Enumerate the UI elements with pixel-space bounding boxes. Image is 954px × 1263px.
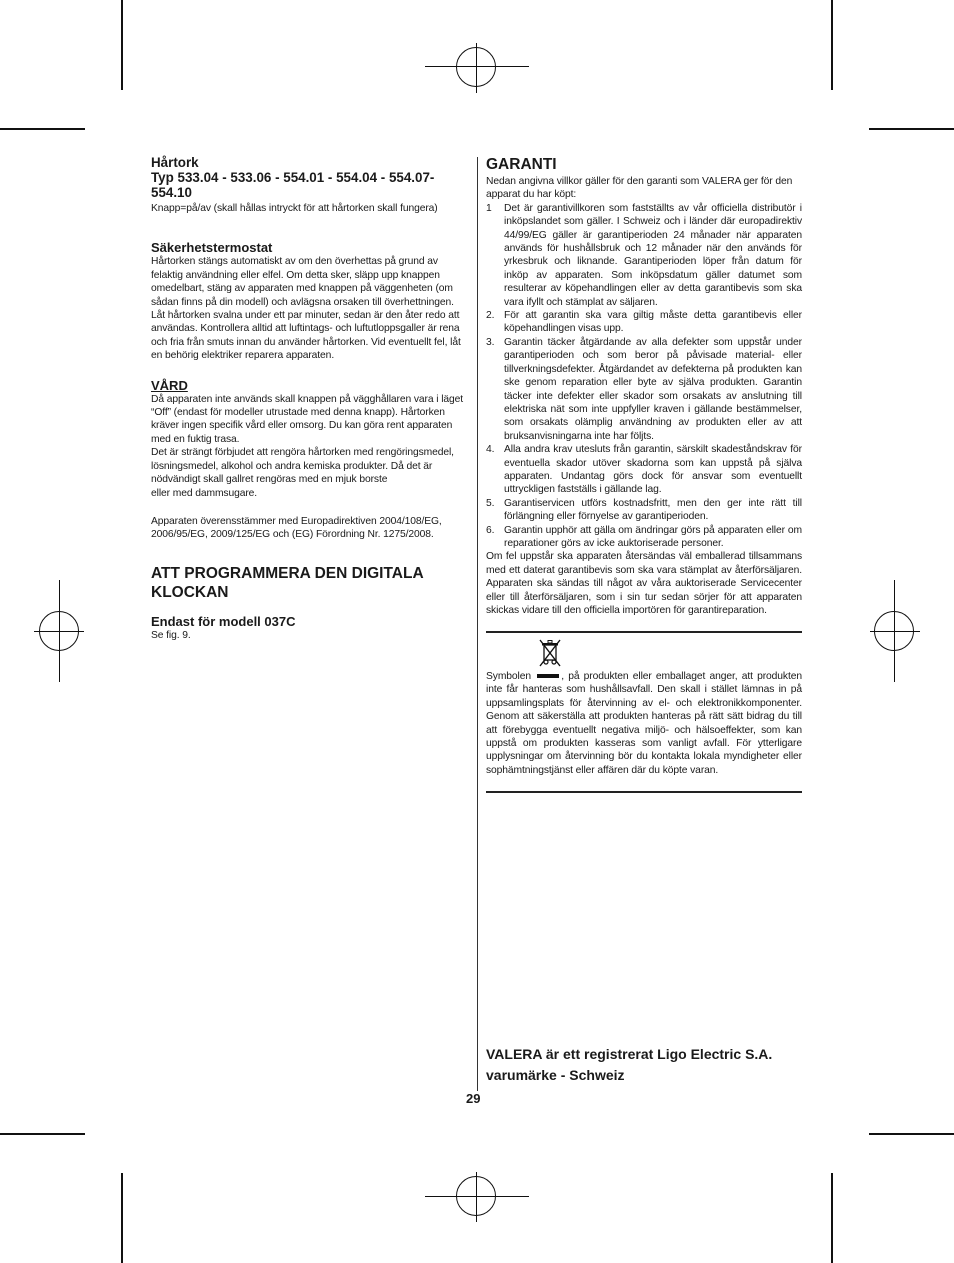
thermostat-text: Hårtorken stängs automatiskt av om den överhettas på grund av felaktig användning eller elfel. Om detta sker, släpp upp knappen omedelbart, stäng av apparaten med knappen på väggenheten (om sådan finns på din modell) och avlägsna orsaken till överhettningen. Låt hårtorken svalna under ett par minuter, sedan är den åter redo att användas. Kontrollera alltid att luftintags- och luftutloppsgaller är rena och fria från smuts innan du använder hårtorken. Vid eventuellt fel, låt en behörig elektriker reparera apparaten.	[151, 256, 461, 362]
crop-mark	[831, 0, 833, 90]
crop-mark	[0, 1133, 85, 1135]
warranty-item	[486, 524, 802, 551]
care-heading: VÅRD	[151, 377, 188, 393]
warranty-list	[486, 202, 802, 551]
warranty-item-text: Garantin täcker åtgärdande av alla defekter som uppstår under garantiperioden och som beror på påvisade material- eller tillverkningsdefekter. Åtgärdandet av defekterna på produkten kan ske genom reparation eller byte av själva produkten. Garantin täcker inte defekter eller skador som orsakats av anslutning till elektriska nät som inte uppfyller kraven i gällande bestämmelser, som orsakats olämplig användning av produkten eller av att bruksanvisningarna inte har följts.	[504, 336, 802, 442]
warranty-item	[486, 309, 802, 336]
warranty-intro: Nedan angivna villkor gäller för den garanti som VALERA ger för den apparat du har köpt:	[486, 176, 793, 201]
model-heading: Endast för modell 037C	[151, 613, 296, 629]
divider-line	[486, 791, 802, 793]
trademark-line-1: VALERA är ett registrerat Ligo Electric S.A.	[486, 1046, 773, 1062]
divider-line	[486, 631, 802, 633]
warranty-item-text: Det är garantivillkoren som fastställts av vår officiella distributör i inköpslandet som gäller. I Schweiz och i länder där europadirektiv 44/99/EG gäller är garantiperioden 24 månader när apparaten används för hushållsbruk och 12 månader när den används för yrkesbruk och liknande. Garantiperioden löper från datum för inköp av apparaten. Som inköpsdatum gäller datumet som resulterar av köpehandlingen eller av detta garantibevis som ska vara ifyllt och stämplat av säljaren.	[504, 202, 802, 308]
weee-bar-icon	[537, 674, 559, 678]
warranty-item-number: 2.	[486, 310, 495, 322]
switch-note: Knapp=på/av (skall hållas intryckt för att hårtorken skall fungera)	[151, 203, 438, 214]
crop-mark	[121, 1173, 123, 1263]
column-divider	[477, 157, 478, 1091]
crop-mark	[869, 1133, 954, 1135]
warranty-item-text: Garantiservicen utförs kostnadsfritt, men den ger inte rätt till förlängning eller förnyelse av garantiperioden.	[504, 497, 802, 523]
weee-body: , på produkten eller emballaget anger, att produkten inte får hanteras som hushållsavfall. Den skall i stället lämnas in på uppsamlingsplats för återvinning av el- och elektronikkomponenter. Genom att säkerställa att produkten hanteras på rätt sätt bidrag du till att förebygga eventuellt negativa miljö- och hälsoeffekter, som kan uppstå om produkten kasseras som vanligt avfall. För ytterligare upplysningar om återvinning bör du kontakta lokala myndigheter eller sophämtningstjänst eller affären där du köpte varan.	[486, 670, 802, 776]
care-text-1: Då apparaten inte används skall knappen på vägghållaren vara i läget “Off” (endast för modeller utrustade med denna knapp). Hårtorken kräver ingen specifik vård eller omsorg. Du kan göra rent apparaten med en fuktig trasa.	[151, 393, 464, 445]
warranty-item-number: 4.	[486, 444, 495, 456]
warranty-item-text: Alla andra krav utesluts från garantin, särskilt skadeståndskrav för eventuella skador utöver skadorna som kan uppstå på själva apparaten. Undantag görs dock för ansvar som eventuellt uttryckligen fastställs i gällande lag.	[504, 444, 802, 496]
clock-heading: ATT PROGRAMMERA DEN DIGITALA KLOCKAN	[151, 564, 424, 601]
fig-reference: Se fig. 9.	[151, 629, 191, 641]
warranty-item-number: 5.	[486, 497, 495, 509]
warranty-item	[486, 443, 802, 497]
weee-text	[486, 670, 802, 777]
registration-mark-circle	[874, 611, 914, 651]
registration-mark-circle	[456, 47, 496, 87]
trademark-note	[486, 1044, 816, 1086]
registration-mark-circle	[456, 1176, 496, 1216]
registration-mark-circle	[39, 611, 79, 651]
crossed-out-wheelie-bin-icon	[539, 639, 561, 669]
warranty-item-text: Garantin upphör att gälla om ändringar görs på apparaten eller om reparationer görs av icke auktoriserade personer.	[504, 524, 802, 549]
weee-prefix: Symbolen	[486, 670, 531, 682]
page-number: 29	[466, 1091, 481, 1106]
left-column	[151, 155, 467, 642]
warranty-heading: GARANTI	[486, 156, 557, 173]
crop-mark	[121, 0, 123, 90]
warranty-item	[486, 336, 802, 443]
weee-section	[486, 639, 802, 777]
warranty-item-text: För att garantin ska vara giltig måste detta garantibevis eller köpehandlingen visas upp.	[504, 310, 802, 335]
thermostat-heading: Säkerhetstermostat	[151, 240, 273, 256]
warranty-item-number: 3.	[486, 336, 495, 348]
care-text-3: eller med dammsugare.	[151, 487, 258, 499]
right-column	[486, 155, 802, 793]
warranty-item	[486, 202, 802, 309]
warranty-closing: Om fel uppstår ska apparaten återsändas väl emballerad tillsammans med ett daterat garantibevis som ska vara stämplat av återförsäljaren. Apparaten ska sändas till något av våra auktoriserade Servicecenter eller till återförsäljaren, som i sin tur sedan sörjer för att apparaten skickas vidare till den officiella importören för garantireparation.	[486, 551, 802, 616]
type-line: Typ 533.04 - 533.06 - 554.01 - 554.04 - 554.07-554.10	[151, 170, 435, 200]
care-text-2: Det är strängt förbjudet att rengöra hårtorken med rengöringsmedel, lösningsmedel, alkohol och andra kemiska produkter. Då det är nödvändigt skall gallret rengöras med en mjuk borste	[151, 447, 454, 486]
crop-mark	[0, 128, 85, 130]
warranty-item-number: 6.	[486, 524, 495, 536]
crop-mark	[869, 128, 954, 130]
warranty-item	[486, 497, 802, 524]
warranty-item-number: 1	[486, 202, 492, 214]
trademark-line-2: varumärke - Schweiz	[486, 1067, 625, 1083]
product-title: Hårtork	[151, 155, 199, 170]
crop-mark	[831, 1173, 833, 1263]
compliance-text: Apparaten överensstämmer med Europadirektiven 2004/108/EG, 2006/95/EG, 2009/125/EG och (EG) Förordning Nr. 1275/2008.	[151, 515, 442, 541]
